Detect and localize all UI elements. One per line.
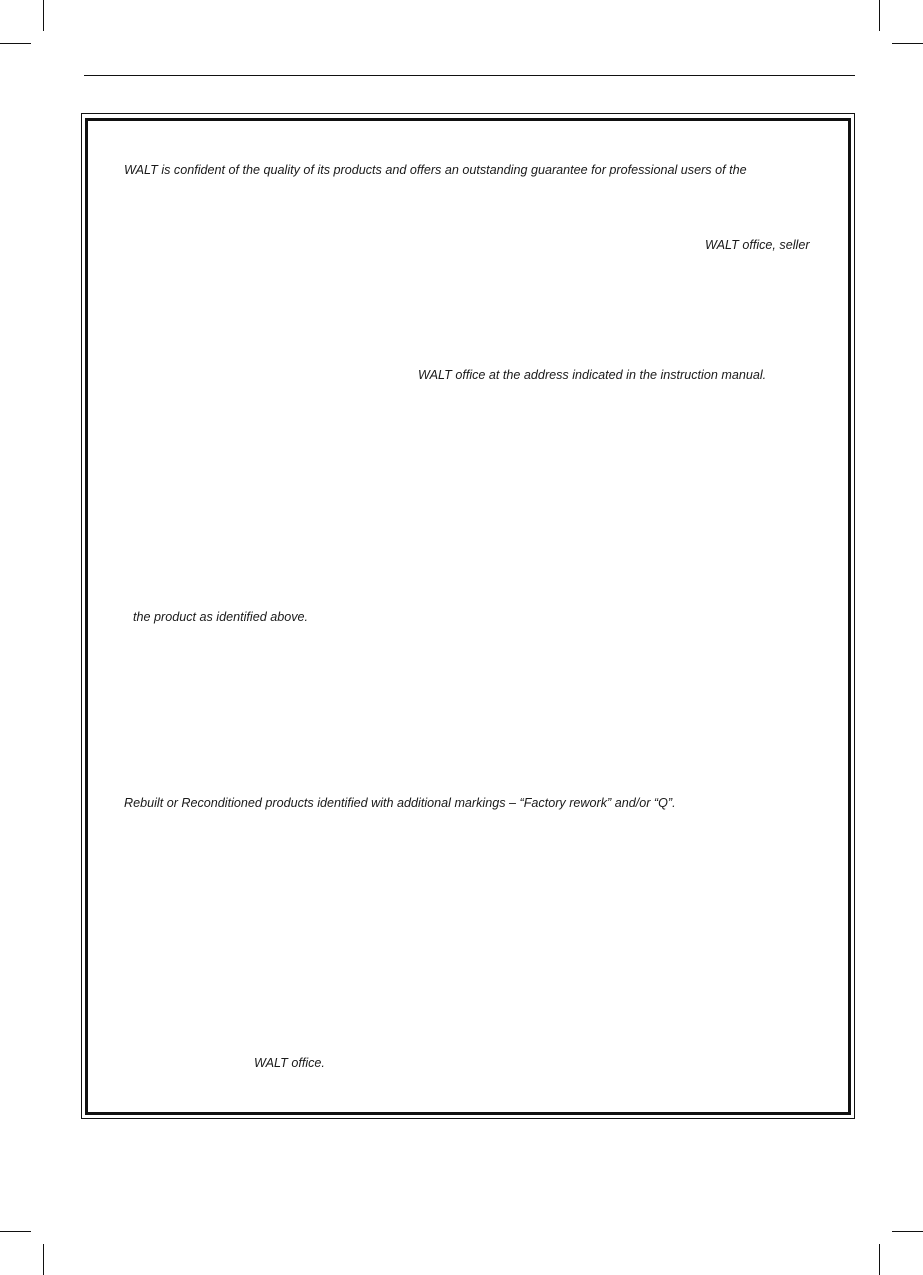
office-address-line: WALT office at the address indicated in the instruction manual. xyxy=(418,368,767,382)
crop-mark-bottom-left-horizontal xyxy=(0,1231,31,1232)
crop-mark-top-right-vertical xyxy=(879,0,880,31)
product-identified-line: the product as identified above. xyxy=(133,610,309,624)
office-seller-line: WALT office, seller xyxy=(705,238,810,252)
office-closing-line: WALT office. xyxy=(254,1056,325,1070)
header-rule xyxy=(84,75,855,76)
crop-mark-bottom-right-horizontal xyxy=(892,1231,923,1232)
crop-mark-top-left-horizontal xyxy=(0,43,31,44)
rebuilt-products-line: Rebuilt or Reconditioned products identified with additional markings – “Factory rework” and/or “Q”. xyxy=(124,796,676,810)
crop-mark-bottom-right-vertical xyxy=(879,1244,880,1275)
crop-mark-top-right-horizontal xyxy=(892,43,923,44)
crop-mark-top-left-vertical xyxy=(43,0,44,31)
crop-mark-bottom-left-vertical xyxy=(43,1244,44,1275)
guarantee-intro-line: WALT is confident of the quality of its products and offers an outstanding guarantee for professional users of the xyxy=(124,163,747,177)
